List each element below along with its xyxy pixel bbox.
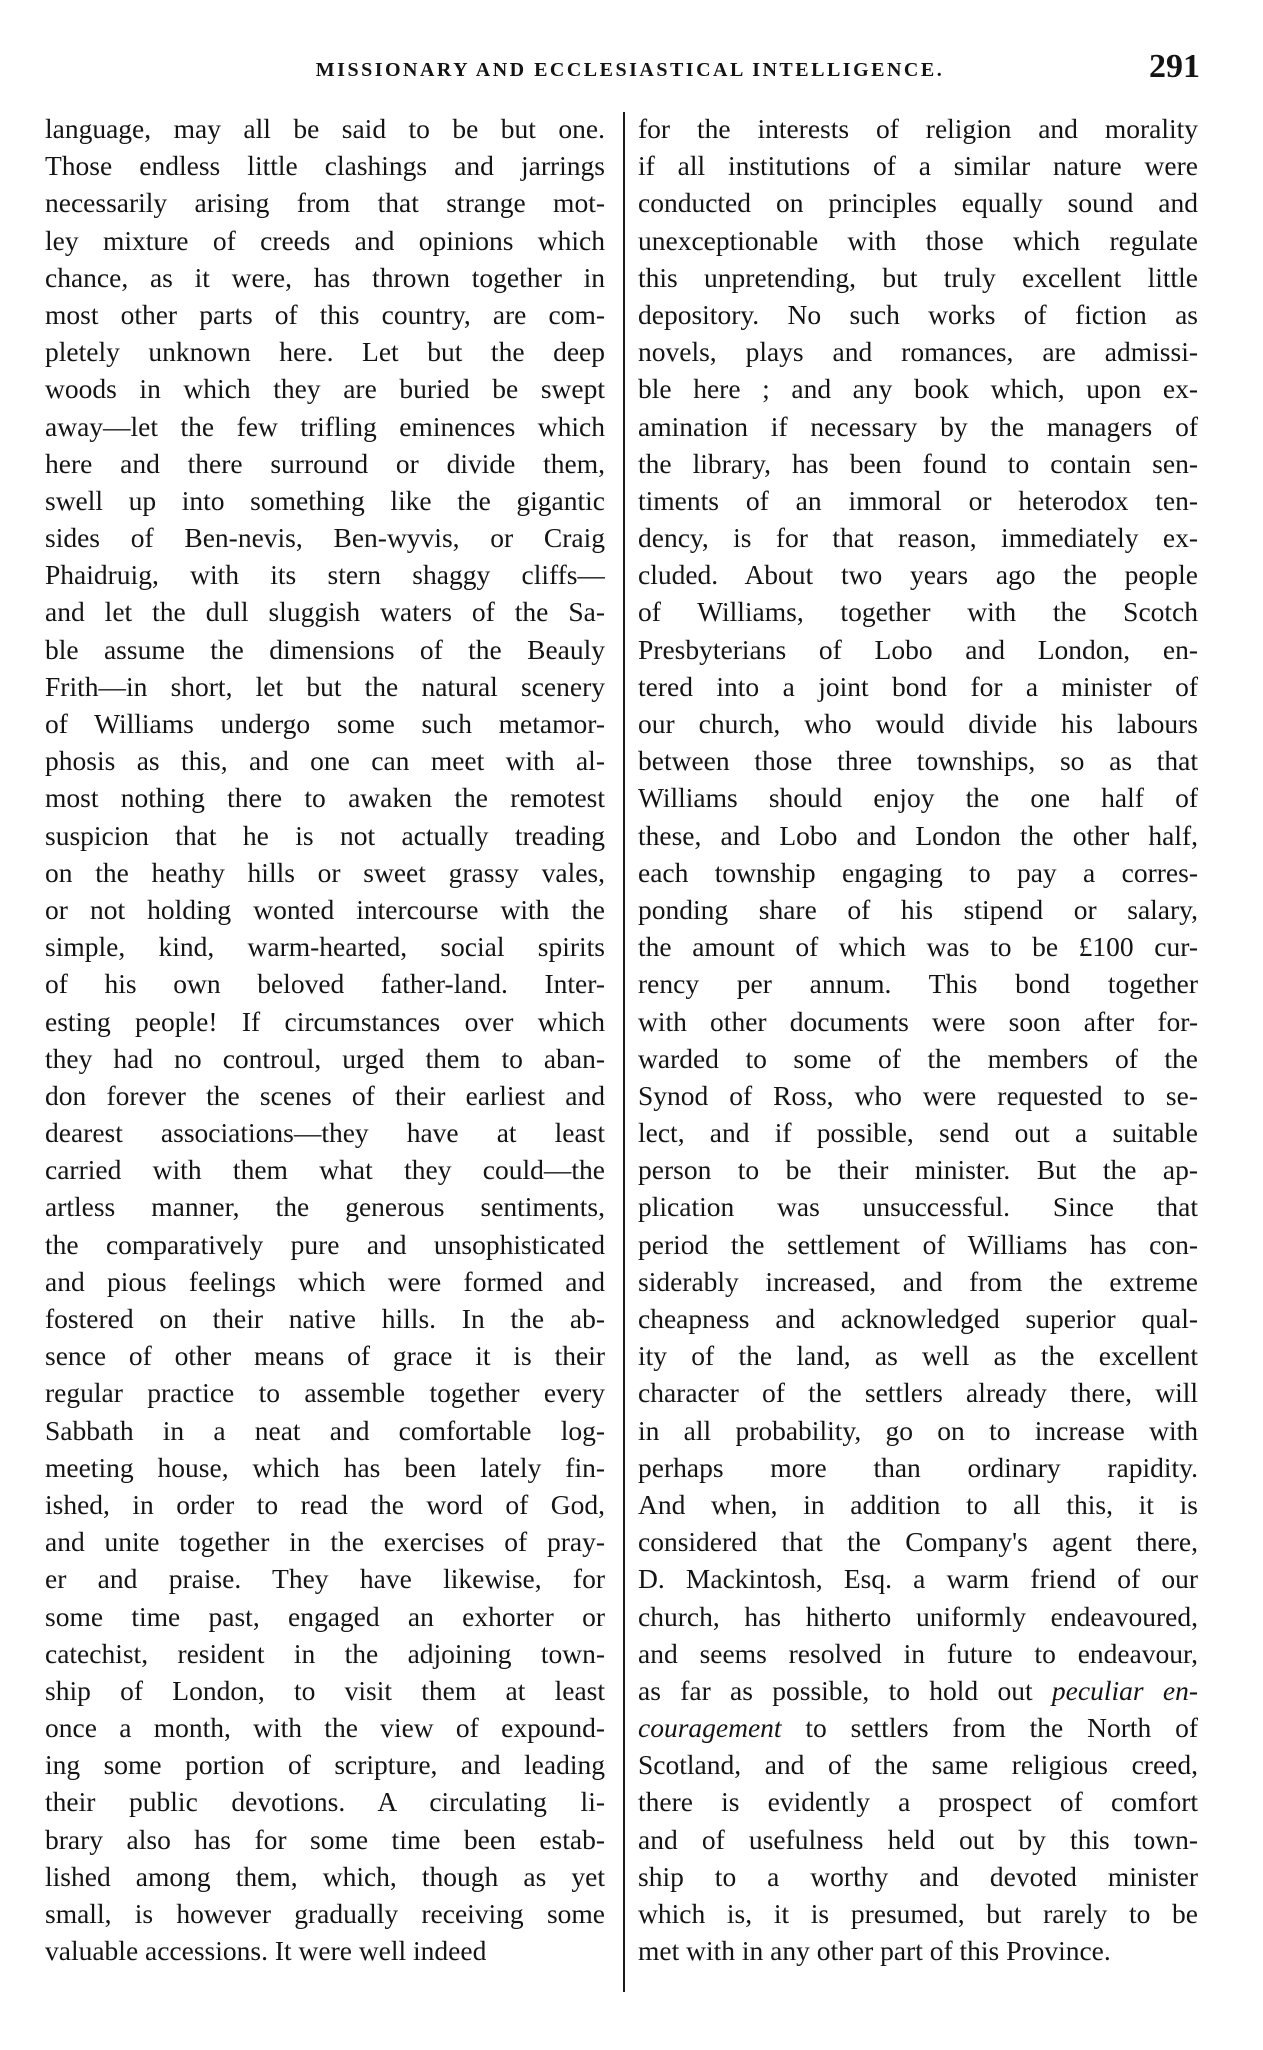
right-column-line: rency per annum. This bond together	[638, 968, 1198, 1000]
left-column-line: of his own beloved father-land. Inter-	[45, 968, 605, 1000]
left-column-line: small, is however gradually receiving some	[45, 1898, 605, 1929]
right-column-line: these, and Lobo and London the other half,	[638, 819, 1198, 851]
left-column-line: pletely unknown here. Let but the deep	[45, 336, 605, 368]
right-column-line: each township engaging to pay a corres-	[638, 856, 1198, 888]
right-column-line: with other documents were soon after for-	[638, 1005, 1198, 1037]
right-column-line: and seems resolved in future to endeavour,	[638, 1637, 1198, 1669]
right-column-line: between those three townships, so as that	[638, 745, 1198, 777]
right-column-line: dency, is for that reason, immediately ex-	[638, 522, 1198, 554]
right-column-line: ship to a worthy and devoted minister	[638, 1860, 1198, 1892]
left-column-line: ing some portion of scripture, and leading	[45, 1749, 605, 1781]
left-column-line: ished, in order to read the word of God,	[45, 1488, 605, 1520]
right-column-line: Williams should enjoy the one half of	[638, 782, 1198, 814]
left-column-line: they had no controul, urged them to aban-	[45, 1042, 605, 1074]
left-column-line: Phaidruig, with its stern shaggy cliffs—	[45, 559, 605, 591]
right-column-line: ponding share of his stipend or salary,	[638, 893, 1198, 925]
right-column-line: met with in any other part of this Province.	[638, 1935, 1111, 1967]
right-column	[638, 110, 1198, 1969]
right-column-line: the amount of which was to be £100 cur-	[638, 931, 1198, 963]
right-column-line: in all probability, go on to increase with	[638, 1414, 1198, 1446]
left-column-line: er and praise. They have likewise, for	[45, 1563, 605, 1595]
left-column-line: swell up into something like the gigantic	[45, 484, 605, 516]
right-column-line: person to be their minister. But the ap-	[638, 1154, 1198, 1186]
left-column-line: dearest associations—they have at least	[45, 1117, 605, 1149]
left-column-line: don forever the scenes of their earliest and	[45, 1079, 605, 1111]
right-column-line: D. Mackintosh, Esq. a warm friend of our	[638, 1563, 1198, 1595]
left-column-line: of Williams undergo some such metamor-	[45, 708, 605, 739]
right-column-line: amination if necessary by the managers of	[638, 410, 1198, 442]
left-column-line: ble assume the dimensions of the Beauly	[45, 633, 605, 665]
left-column-line: regular practice to assemble together every	[45, 1377, 605, 1409]
right-column-line: of Williams, together with the Scotch	[638, 596, 1198, 628]
right-column-line: depository. No such works of fiction as	[638, 298, 1198, 330]
left-column-line: catechist, resident in the adjoining town-	[45, 1637, 605, 1669]
right-column-line: cheapness and acknowledged superior qual-	[638, 1303, 1198, 1334]
left-column-line: and let the dull sluggish waters of the Sa-	[45, 596, 605, 628]
left-column-line: on the heathy hills or sweet grassy vales,	[45, 856, 605, 888]
right-column-line: novels, plays and romances, are admissi-	[638, 336, 1198, 368]
left-column-line: sence of other means of grace it is their	[45, 1340, 605, 1372]
left-column-line: most nothing there to awaken the remotest	[45, 782, 605, 814]
left-column-line: most other parts of this country, are com-	[45, 298, 605, 330]
left-column-line: Those endless little clashings and jarrings	[45, 150, 605, 182]
left-column-line: Frith—in short, let but the natural scenery	[45, 670, 605, 702]
right-column-line: if all institutions of a similar nature were	[638, 150, 1198, 182]
right-column-line: which is, it is presumed, but rarely to be	[638, 1898, 1198, 1929]
italic-emphasis: couragement	[638, 1712, 782, 1744]
right-column-line: perhaps more than ordinary rapidity.	[638, 1451, 1198, 1483]
left-column-line: brary also has for some time been estab-	[45, 1823, 605, 1855]
right-column-line: ble here ; and any book which, upon ex-	[638, 373, 1198, 405]
left-column-line: ley mixture of creeds and opinions which	[45, 224, 605, 256]
right-column-line: warded to some of the members of the	[638, 1042, 1198, 1074]
running-title: MISSIONARY AND ECCLESIASTICAL INTELLIGENCE.	[315, 59, 945, 81]
right-column-line: conducted on principles equally sound and	[638, 187, 1198, 219]
left-column-line: fostered on their native hills. In the ab-	[45, 1303, 605, 1334]
right-column-line: church, has hitherto uniformly endeavoured,	[638, 1600, 1198, 1632]
right-column-line: this unpretending, but truly excellent little	[638, 261, 1198, 293]
left-column-line: woods in which they are buried be swept	[45, 373, 605, 405]
right-column-line: tered into a joint bond for a minister of	[638, 670, 1198, 702]
left-column-line: esting people! If circumstances over which	[45, 1005, 605, 1037]
right-column-line: Scotland, and of the same religious creed,	[638, 1749, 1198, 1781]
right-column-line: cluded. About two years ago the people	[638, 559, 1198, 591]
right-column-line: And when, in addition to all this, it is	[638, 1488, 1198, 1520]
left-column-line: here and there surround or divide them,	[45, 447, 605, 479]
left-column-line: the comparatively pure and unsophisticated	[45, 1228, 605, 1260]
right-column-line: plication was unsuccessful. Since that	[638, 1191, 1198, 1223]
right-column-line: lect, and if possible, send out a suitable	[638, 1117, 1198, 1149]
left-column-line: chance, as it were, has thrown together in	[45, 261, 605, 293]
left-column-line: artless manner, the generous sentiments,	[45, 1191, 605, 1223]
right-column-line: character of the settlers already there, will	[638, 1377, 1198, 1409]
right-column-line: there is evidently a prospect of comfort	[638, 1786, 1198, 1818]
running-head	[60, 50, 1200, 90]
left-column-line: and unite together in the exercises of pray-	[45, 1526, 605, 1558]
right-column-line: siderably increased, and from the extreme	[638, 1265, 1198, 1297]
page-number: 291	[1149, 48, 1200, 85]
left-column-line: Sabbath in a neat and comfortable log-	[45, 1414, 605, 1446]
left-column-line: simple, kind, warm-hearted, social spirits	[45, 931, 605, 963]
left-column-line: carried with them what they could—the	[45, 1154, 605, 1186]
italic-emphasis: peculiar en-	[1051, 1674, 1198, 1706]
right-column-line: ity of the land, as well as the excellent	[638, 1340, 1198, 1372]
left-column-line: once a month, with the view of expound-	[45, 1712, 605, 1744]
left-column-line: their public devotions. A circulating li-	[45, 1786, 605, 1818]
right-column-line: couragement to settlers from the North of	[638, 1712, 1198, 1744]
left-column-line: necessarily arising from that strange mot-	[45, 187, 605, 219]
right-column-line: for the interests of religion and morality	[638, 113, 1198, 144]
left-column-line: and pious feelings which were formed and	[45, 1265, 605, 1297]
right-column-line: unexceptionable with those which regulate	[638, 224, 1198, 256]
right-column-line: period the settlement of Williams has con-	[638, 1228, 1198, 1260]
left-column-line: phosis as this, and one can meet with al-	[45, 745, 605, 777]
right-column-line: considered that the Company's agent there,	[638, 1526, 1198, 1558]
left-column-line: suspicion that he is not actually treading	[45, 819, 605, 851]
left-column-line: meeting house, which has been lately fin-	[45, 1451, 605, 1483]
left-column-line: ship of London, to visit them at least	[45, 1674, 605, 1706]
left-column-line: sides of Ben-nevis, Ben-wyvis, or Craig	[45, 522, 605, 554]
left-column-line: away—let the few trifling eminences which	[45, 410, 605, 442]
left-column	[45, 110, 605, 1969]
left-column-line: or not holding wonted intercourse with the	[45, 893, 605, 925]
right-column-line: our church, who would divide his labours	[638, 708, 1198, 739]
right-column-line: Synod of Ross, who were requested to se-	[638, 1079, 1198, 1111]
left-column-line: some time past, engaged an exhorter or	[45, 1600, 605, 1632]
left-column-line: lished among them, which, though as yet	[45, 1860, 605, 1892]
right-column-line: as far as possible, to hold out peculiar en-	[638, 1674, 1198, 1706]
right-column-line: timents of an immoral or heterodox ten-	[638, 484, 1198, 516]
right-column-line: the library, has been found to contain sen-	[638, 447, 1198, 479]
column-divider	[623, 112, 625, 1992]
right-column-line: Presbyterians of Lobo and London, en-	[638, 633, 1198, 665]
right-column-line: and of usefulness held out by this town-	[638, 1823, 1198, 1855]
left-column-line: language, may all be said to be but one.	[45, 113, 605, 144]
left-column-line: valuable accessions. It were well indeed	[45, 1935, 487, 1967]
